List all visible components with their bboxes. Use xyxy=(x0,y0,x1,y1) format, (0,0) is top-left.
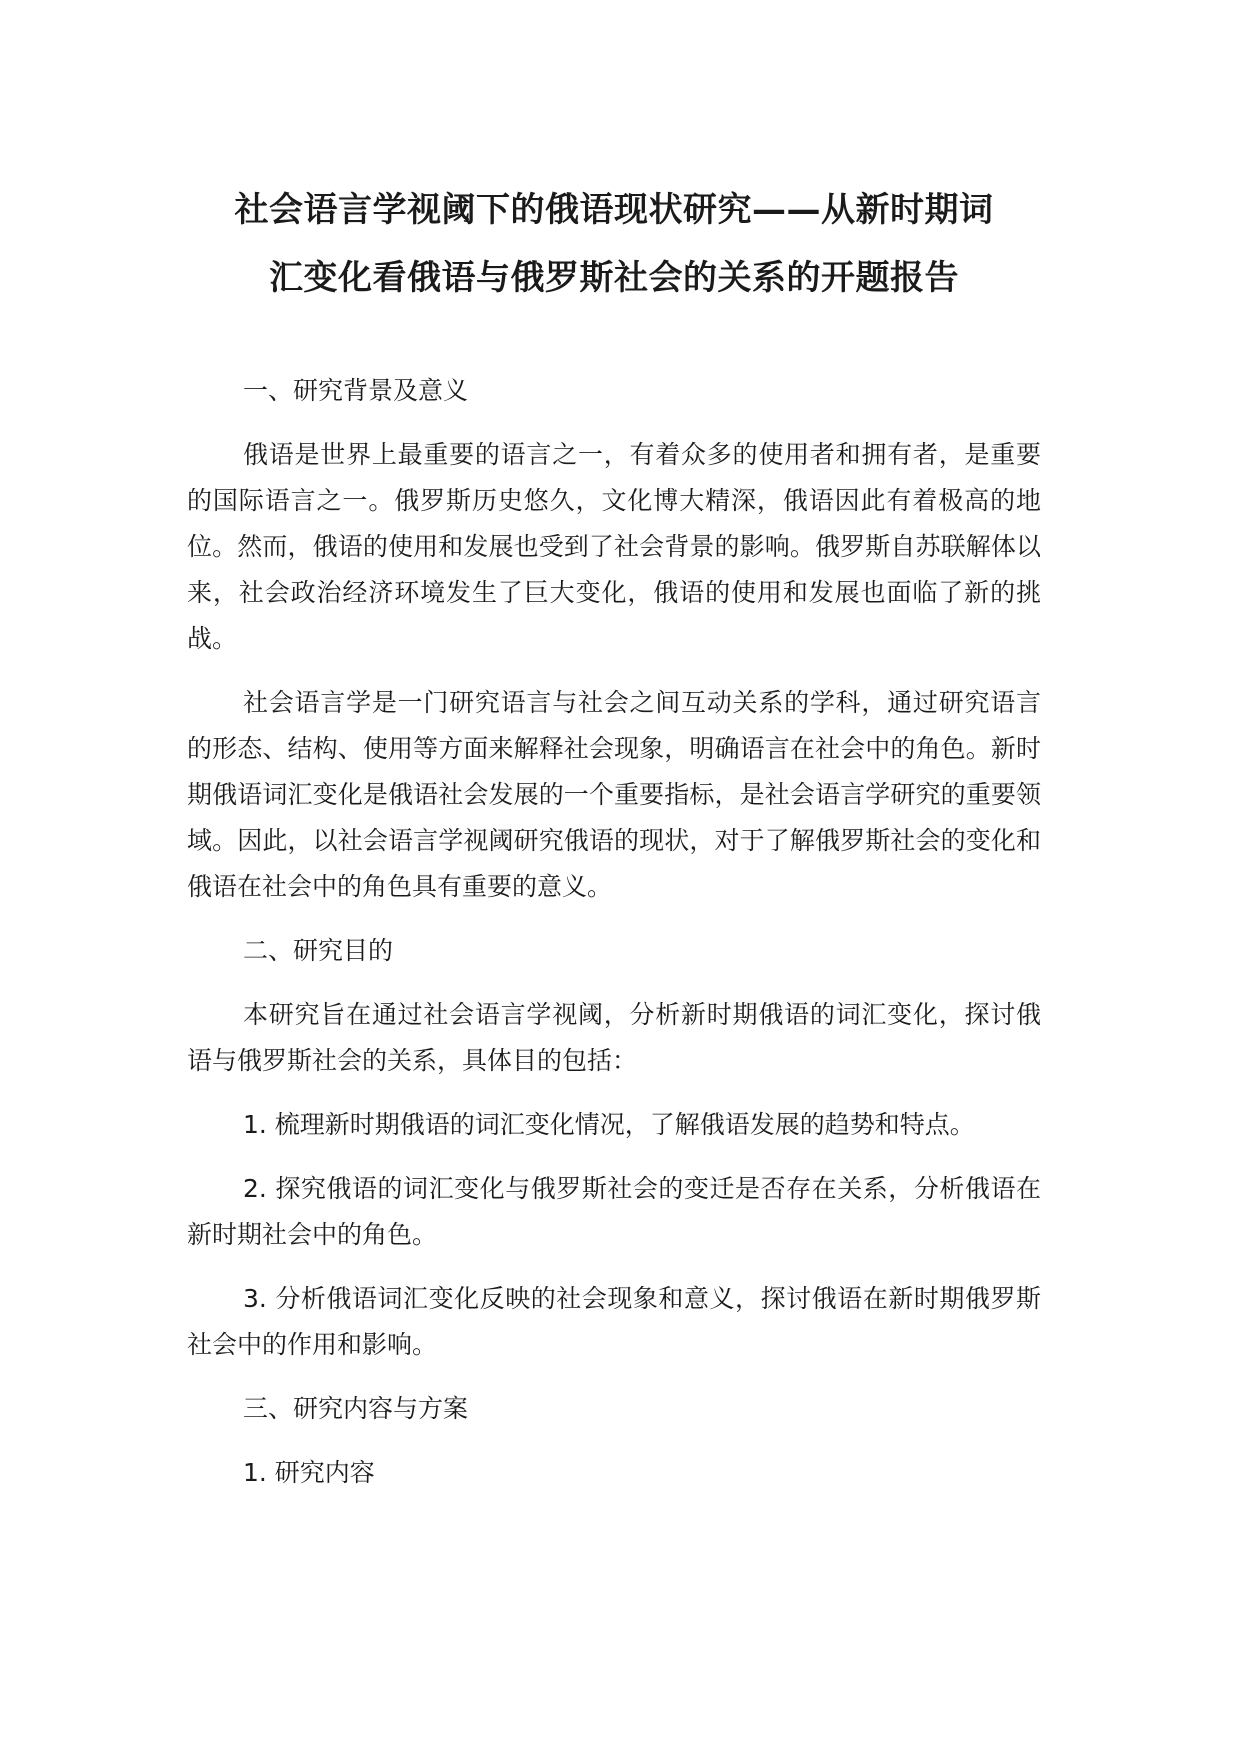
section-heading-content: 三、研究内容与方案 xyxy=(243,1394,469,1423)
title-line-1: 社会语言学视阈下的俄语现状研究——从新时期词 xyxy=(234,190,994,230)
title-line-2: 汇变化看俄语与俄罗斯社会的关系的开题报告 xyxy=(269,258,959,298)
section-heading-purpose: 二、研究目的 xyxy=(243,936,394,965)
paragraph-background-1: 俄语是世界上最重要的语言之一，有着众多的使用者和拥有者，是重要的国际语言之一。俄罗斯历史悠久，文化博大精深，俄语因此有着极高的地位。然而，俄语的使用和发展也受到了社会背景的影响。俄罗斯自苏联解体以来，社会政治经济环境发生了巨大变化，俄语的使用和发展也面临了新的挑战。 xyxy=(187,440,1041,653)
section-heading-background: 一、研究背景及意义 xyxy=(243,376,469,405)
paragraph-purpose-intro: 本研究旨在通过社会语言学视阈，分析新时期俄语的词汇变化，探讨俄语与俄罗斯社会的关系，具体目的包括： xyxy=(187,1000,1041,1075)
subheading-research-content: 1. 研究内容 xyxy=(243,1458,375,1487)
paragraph-background-2: 社会语言学是一门研究语言与社会之间互动关系的学科，通过研究语言的形态、结构、使用等方面来解释社会现象，明确语言在社会中的角色。新时期俄语词汇变化是俄语社会发展的一个重要指标，是社会语言学研究的重要领域。因此，以社会语言学视阈研究俄语的现状，对于了解俄罗斯社会的变化和俄语在社会中的角色具有重要的意义。 xyxy=(187,688,1041,901)
document-title xyxy=(187,176,1041,312)
list-item-purpose-1: 1. 梳理新时期俄语的词汇变化情况，了解俄语发展的趋势和特点。 xyxy=(243,1110,975,1139)
list-item-purpose-3: 3. 分析俄语词汇变化反映的社会现象和意义，探讨俄语在新时期俄罗斯社会中的作用和影响。 xyxy=(187,1284,1041,1359)
list-item-purpose-2: 2. 探究俄语的词汇变化与俄罗斯社会的变迁是否存在关系，分析俄语在新时期社会中的角色。 xyxy=(187,1174,1041,1249)
